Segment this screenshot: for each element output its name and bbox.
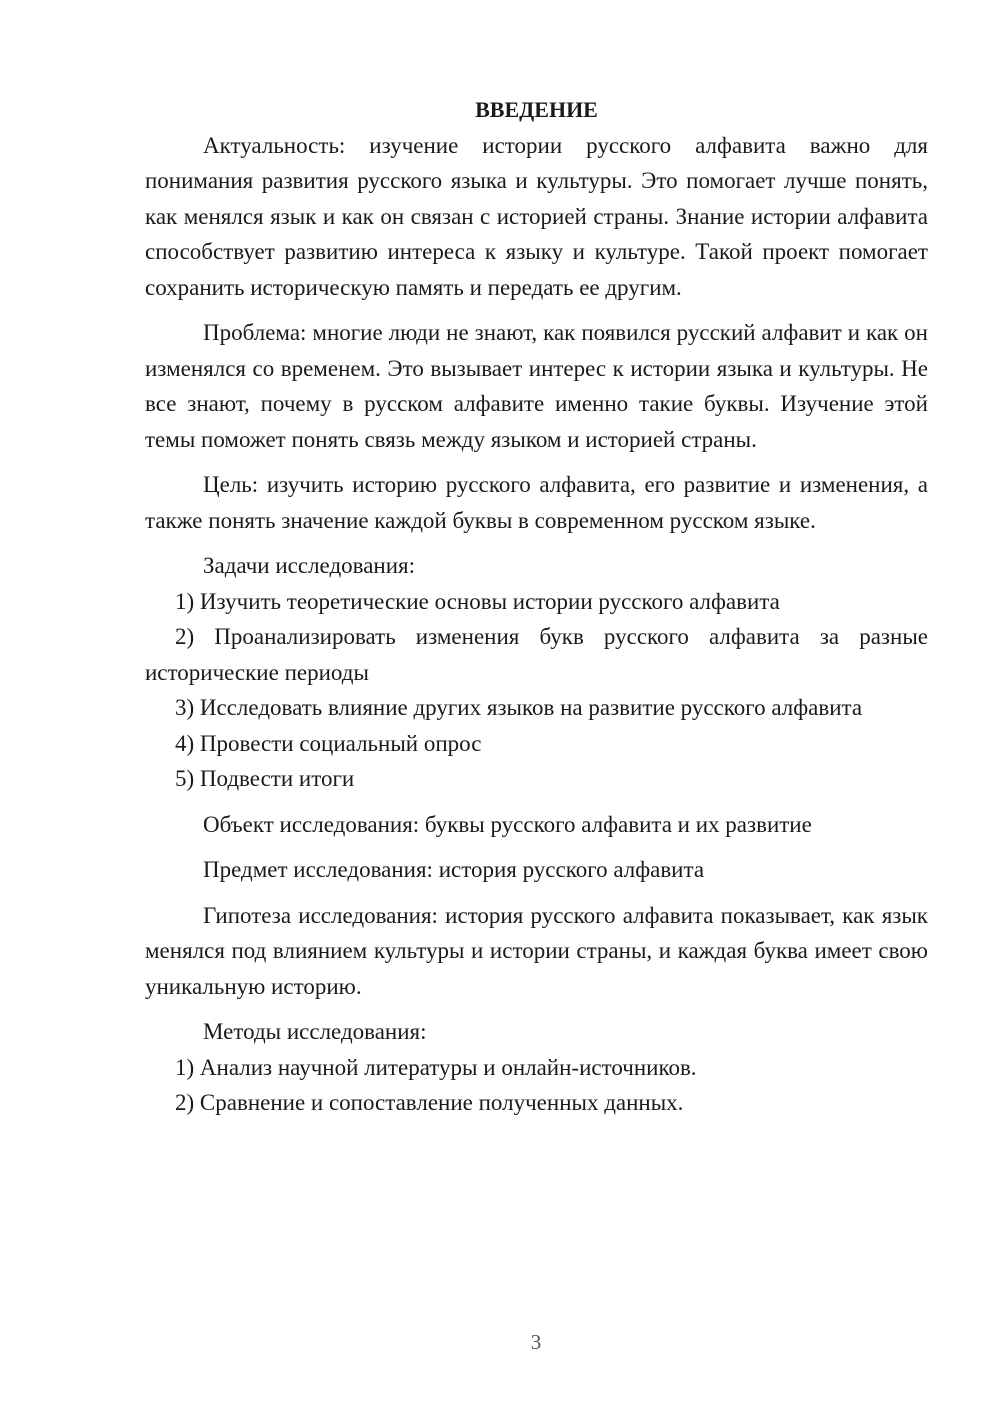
- problem-paragraph: Проблема: многие люди не знают, как появился русский алфавит и как он изменялся со временем. Это вызывает интерес к истории языка и культуры. Не все знают, почему в русском алфавите именно такие буквы. Изучение этой темы поможет понять связь между языком и историей страны.: [145, 320, 928, 452]
- hypothesis-paragraph: Гипотеза исследования: история русского алфавита показывает, как язык менялся под влиянием культуры и истории страны, и каждая буква имеет свою уникальную историю.: [145, 902, 928, 999]
- list-item: 5) Подвести итоги: [175, 766, 355, 791]
- list-item: 3) Исследовать влияние других языков на развитие русского алфавита: [175, 695, 863, 720]
- list-item: 2) Проанализировать изменения букв русского алфавита за разные исторические периоды: [145, 624, 928, 685]
- page-number: 3: [530, 1330, 542, 1354]
- goal-paragraph: Цель: изучить историю русского алфавита, его развитие и изменения, а также понять значение каждой буквы в современном русском языке.: [145, 472, 928, 533]
- list-item: 4) Провести социальный опрос: [175, 730, 482, 756]
- methods-heading: Методы исследования:: [203, 1019, 427, 1044]
- list-item: 1) Изучить теоретические основы истории русского алфавита: [175, 588, 780, 614]
- page-content: [145, 92, 928, 1121]
- list-item: 2) Сравнение и сопоставление полученных данных.: [175, 1090, 684, 1115]
- methods-list: [145, 1050, 928, 1121]
- subject-paragraph: Предмет исследования: история русского алфавита: [203, 857, 705, 882]
- list-item: 1) Анализ научной литературы и онлайн-источников.: [175, 1054, 697, 1080]
- object-paragraph: Объект исследования: буквы русского алфавита и их развитие: [203, 811, 812, 837]
- relevance-paragraph: Актуальность: изучение истории русского алфавита важно для понимания развития русского языка и культуры. Это помогает лучше понять, как менялся язык и как он связан с историей страны. Знание истории алфавита способствует развитию интереса к языку и культуре. Такой проект помогает сохранить историческую память и передать ее другим.: [145, 132, 928, 300]
- page-title: ВВЕДЕНИЕ: [475, 97, 598, 122]
- tasks-heading: Задачи исследования:: [203, 553, 416, 578]
- tasks-list: [145, 584, 928, 797]
